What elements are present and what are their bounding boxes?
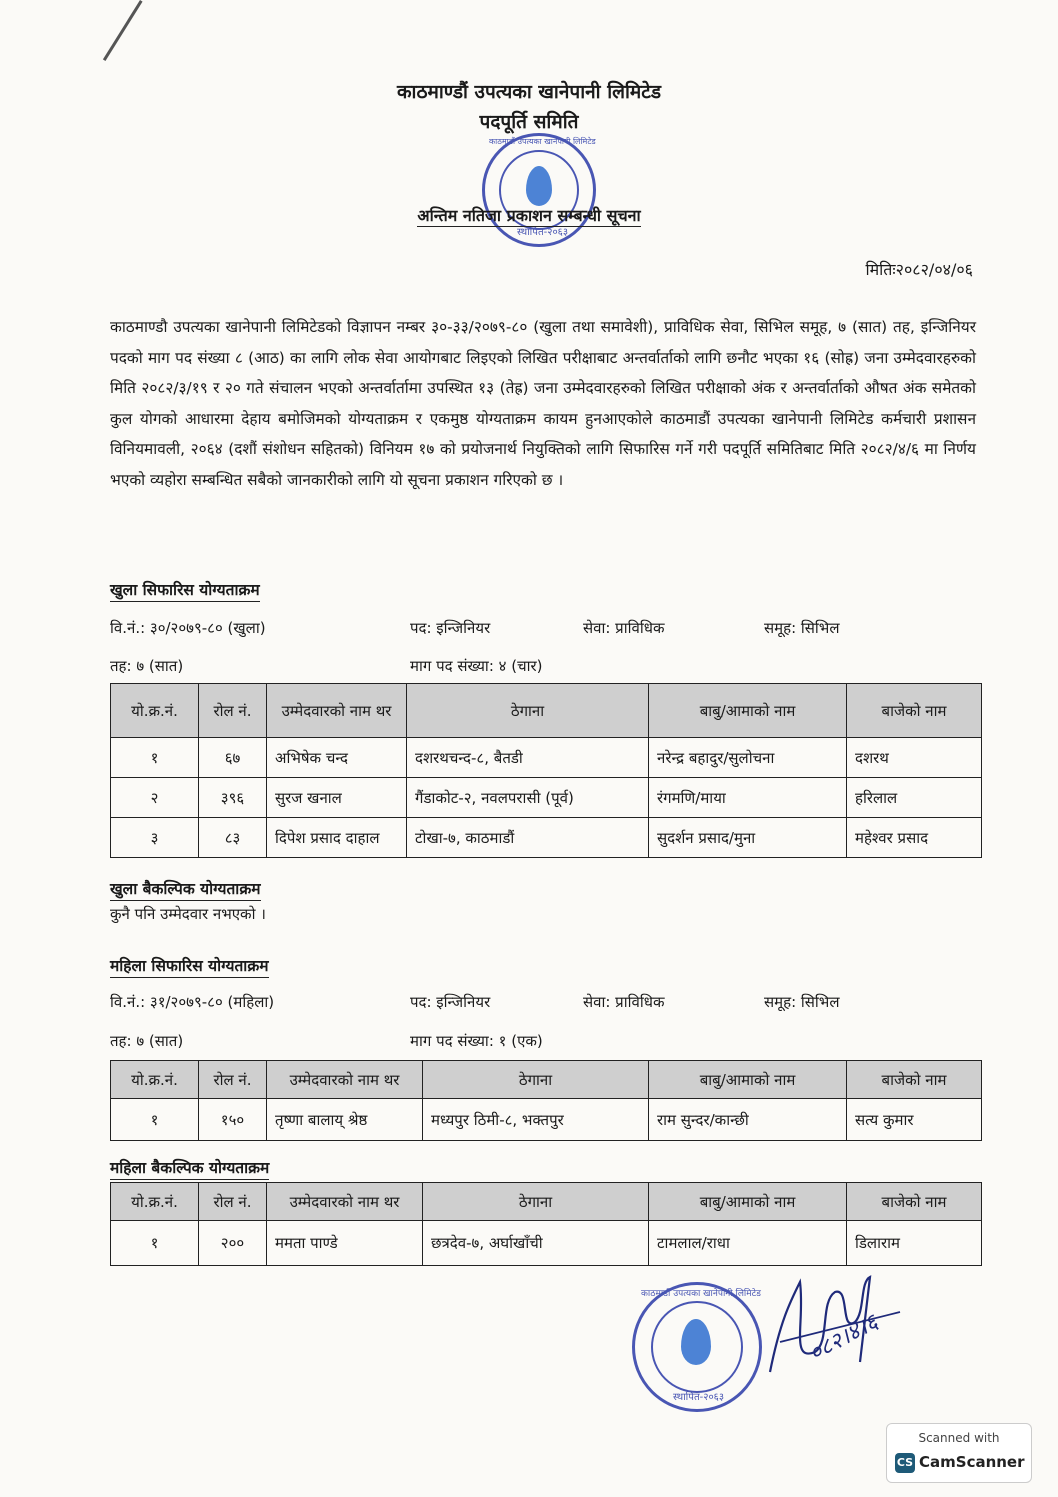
top-seal: [482, 133, 596, 247]
signature-date: ०८२।४।६: [805, 1309, 883, 1367]
group: समूह: सिभिल: [764, 993, 840, 1011]
notice-subject: अन्तिम नतिजा प्रकाशन सम्बन्धी सूचना: [417, 206, 641, 225]
post: पद: इन्जिनियर: [410, 993, 491, 1011]
col-name: उम्मेदवारको नाम थर: [267, 684, 407, 738]
table-header-row: यो.क्र.नं. रोल नं. उम्मेदवारको नाम थर ठेगाना बाबु/आमाको नाम बाजेको नाम: [111, 1183, 982, 1221]
table-row: १ २०० ममता पाण्डे छत्रदेव-७, अर्घाखाँची टामलाल/राधा डिलाराम: [111, 1221, 982, 1266]
demand-count: माग पद संख्या: १ (एक): [410, 1032, 543, 1050]
col-parents: बाबु/आमाको नाम: [649, 684, 847, 738]
table-row: २ ३९६ सुरज खनाल गैंडाकोट-२, नवलपरासी (पूर्व) रंगमणि/माया हरिलाल: [111, 778, 982, 818]
table-row: १ १५० तृष्णा बालाय् श्रेष्ठ मध्यपुर ठिमी-८, भक्तपुर राम सुन्दर/कान्छी सत्य कुमार: [111, 1099, 982, 1141]
seal-bottom-text: स्थापित-२०६३: [673, 1392, 725, 1403]
bottom-seal: [632, 1282, 762, 1412]
col-roll: रोल नं.: [199, 684, 267, 738]
female-alternate-table: [110, 1182, 982, 1266]
org-title: काठमाण्डौं उपत्यका खानेपानी लिमिटेड: [396, 81, 662, 103]
table-header-row: यो.क्र.नं. रोल नं. उम्मेदवारको नाम थर ठेगाना बाबु/आमाको नाम बाजेको नाम: [111, 1061, 982, 1099]
col-address: ठेगाना: [407, 684, 649, 738]
seal-top-text: काठमाडौं उपत्यका खानेपानी लिमिटेड: [489, 137, 596, 146]
notice-date: मितिः२०८२/०४/०६: [865, 260, 973, 279]
camscanner-logo-icon: CS: [895, 1453, 915, 1473]
level: तह: ७ (सात): [110, 1032, 184, 1050]
section-female-recommendation-title: महिला सिफारिस योग्यताक्रम: [110, 954, 269, 978]
group: समूह: सिभिल: [764, 619, 840, 637]
no-candidate-note: कुनै पनि उम्मेदवार नभएको ।: [110, 905, 266, 923]
seal-bottom-text: स्थापित-२०६३: [517, 227, 569, 238]
open-recommendation-table: [110, 683, 982, 858]
adv-number: वि.नं.: ३०/२०७९-८० (खुला): [110, 619, 266, 637]
service: सेवा: प्राविधिक: [583, 619, 665, 637]
scan-artifact-line: [103, 0, 143, 61]
service: सेवा: प्राविधिक: [583, 993, 665, 1011]
table-row: ३ ८३ दिपेश प्रसाद दाहाल टोखा-७, काठमाडौं सुदर्शन प्रसाद/मुना महेश्वर प्रसाद: [111, 818, 982, 858]
col-serial: यो.क्र.नं.: [111, 684, 199, 738]
adv-number: वि.नं.: ३१/२०७९-८० (महिला): [110, 993, 275, 1011]
section-open-recommendation-title: खुला सिफारिस योग्यताक्रम: [110, 578, 260, 602]
table-row: १ ६७ अभिषेक चन्द दशरथचन्द-८, बैतडी नरेन्द्र बहादुर/सुलोचना दशरथ: [111, 738, 982, 778]
notice-body: काठमाण्डौ उपत्यका खानेपानी लिमिटेडको विज्ञापन नम्बर ३०-३३/२०७९-८० (खुला तथा समावेशी), प्राविधिक सेवा, सिभिल समूह, ७ (सात) तह, इन्जिनियर पदको माग पद संख्या ८ (आठ) का लागि लोक सेवा आयोगबाट लिइएको लिखित परीक्षाबाट अन्तर्वार्ताको लागि छनौट भएका १६ (सोह्र) जना उम्मेदवारहरुको मिति २०८२/३/१९ र २० गते संचालन भएको अन्तर्वार्तामा उपस्थित १३ (तेह्र) जना उम्मेदवारहरुको लिखित परीक्षाको अंक र अन्तर्वार्ताको औषत अंक समेतको कुल योगको आधारमा देहाय बमोजिमको योग्यताक्रम र एकमुष्ठ योग्यताक्रम कायम हुनआएकोले काठमाडौं उपत्यका खानेपानी लिमिटेड कर्मचारी प्रशासन विनियमावली, २०६४ (दशौं संशोधन सहितको) विनियम १७ को प्रयोजनार्थ नियुक्तिको लागि सिफारिस गर्ने गरी पदपूर्ति समितिबाट मिति २०८२/४/६ मा निर्णय भएको व्यहोरा सम्बन्धित सबैको जानकारीको लागि यो सूचना प्रकाशन गरिएको छ ।: [110, 318, 976, 489]
camscanner-watermark: Scanned with CS CamScanner: [886, 1423, 1032, 1483]
post: पद: इन्जिनियर: [410, 619, 491, 637]
seal-top-text: काठमाडौं उपत्यका खानेपानी लिमिटेड: [641, 1289, 761, 1299]
section-open-alternate-title: खुला बैकल्पिक योग्यताक्रम: [110, 877, 261, 901]
level: तह: ७ (सात): [110, 657, 184, 675]
demand-count: माग पद संख्या: ४ (चार): [410, 657, 543, 675]
committee-title: पदपूर्ति समिति: [479, 111, 579, 133]
col-grandfather: बाजेको नाम: [847, 684, 982, 738]
table-header-row: [111, 684, 982, 738]
section-female-alternate-title: महिला बैकल्पिक योग्यताक्रम: [110, 1156, 269, 1180]
female-recommendation-table: [110, 1060, 982, 1141]
